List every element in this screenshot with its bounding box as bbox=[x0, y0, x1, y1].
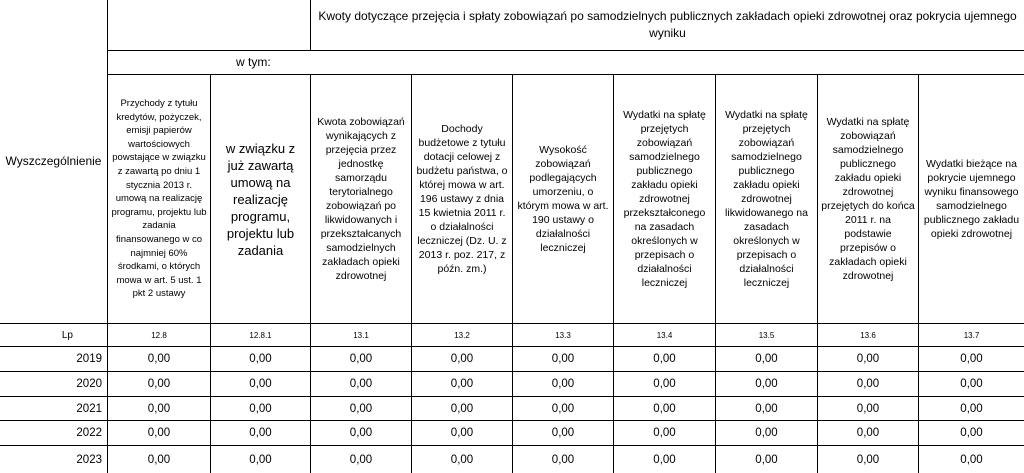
value-cell: 0,00 bbox=[311, 372, 411, 396]
year-cell: 2020 bbox=[0, 372, 107, 396]
col-header-13-7: Wydatki bieżące na pokrycie ujemnego wyniku finansowego samodzielnego publicznego zakładu opieki zdrowotnej bbox=[919, 75, 1024, 323]
lp-13-6: 13.6 bbox=[818, 324, 918, 346]
value-cell: 0,00 bbox=[108, 446, 210, 473]
col-header-13-5: Wydatki na spłatę przejętych zobowiązań samodzielnego publicznego zakładu opieki zdrowotnej likwidowanego na zasadach określonych w przepisach o działalności leczniczej bbox=[716, 75, 817, 323]
value-cell: 0,00 bbox=[513, 397, 613, 420]
value-cell: 0,00 bbox=[311, 397, 411, 420]
value-cell: 0,00 bbox=[513, 347, 613, 371]
value-cell: 0,00 bbox=[818, 347, 918, 371]
value-cell: 0,00 bbox=[614, 446, 715, 473]
year-cell: 2022 bbox=[0, 421, 107, 445]
value-cell: 0,00 bbox=[716, 446, 817, 473]
value-cell: 0,00 bbox=[919, 372, 1024, 396]
value-cell: 0,00 bbox=[211, 397, 310, 420]
value-cell: 0,00 bbox=[311, 421, 411, 445]
value-cell: 0,00 bbox=[614, 397, 715, 420]
value-cell: 0,00 bbox=[513, 421, 613, 445]
lp-12-8: 12.8 bbox=[108, 324, 210, 346]
value-cell: 0,00 bbox=[716, 347, 817, 371]
value-cell: 0,00 bbox=[311, 347, 411, 371]
value-cell: 0,00 bbox=[919, 347, 1024, 371]
row-label-header: Wyszczególnienie bbox=[0, 0, 107, 323]
value-cell: 0,00 bbox=[211, 347, 310, 371]
value-cell: 0,00 bbox=[818, 421, 918, 445]
empty-header-cell bbox=[108, 0, 310, 50]
value-cell: 0,00 bbox=[919, 421, 1024, 445]
year-cell: 2023 bbox=[0, 446, 107, 473]
value-cell: 0,00 bbox=[614, 372, 715, 396]
value-cell: 0,00 bbox=[818, 397, 918, 420]
value-cell: 0,00 bbox=[412, 421, 512, 445]
lp-13-3: 13.3 bbox=[513, 324, 613, 346]
col-header-13-1: Kwota zobowiązań wynikających z przejęcia przez jednostkę samorządu terytorialnego zobowiązań po likwidowanych i przekształcanych samodzielnych zakładach opieki zdrowotnej bbox=[311, 75, 411, 323]
value-cell: 0,00 bbox=[211, 372, 310, 396]
value-cell: 0,00 bbox=[412, 372, 512, 396]
value-cell: 0,00 bbox=[818, 446, 918, 473]
col-header-12-8: Przychody z tytułu kredytów, pożyczek, emisji papierów wartościowych powstające w związku z zawartą po dniu 1 stycznia 2013 r. umową na realizację programu, projektu lub zadania finansowanego w co najmniej 60% środkami, o których mowa w art. 5 ust. 1 pkt 2 ustawy bbox=[108, 75, 210, 323]
value-cell: 0,00 bbox=[412, 347, 512, 371]
lp-12-8-1: 12.8.1 bbox=[211, 324, 310, 346]
value-cell: 0,00 bbox=[108, 347, 210, 371]
value-cell: 0,00 bbox=[412, 397, 512, 420]
lp-13-4: 13.4 bbox=[614, 324, 715, 346]
value-cell: 0,00 bbox=[716, 397, 817, 420]
value-cell: 0,00 bbox=[614, 347, 715, 371]
lp-label: Lp bbox=[0, 324, 107, 346]
value-cell: 0,00 bbox=[513, 372, 613, 396]
lp-13-1: 13.1 bbox=[311, 324, 411, 346]
col-header-13-3: Wysokość zobowiązań podlegających umorzeniu, o którym mowa w art. 190 ustawy o działalności leczniczej bbox=[513, 75, 613, 323]
value-cell: 0,00 bbox=[311, 446, 411, 473]
value-cell: 0,00 bbox=[108, 372, 210, 396]
value-cell: 0,00 bbox=[818, 372, 918, 396]
value-cell: 0,00 bbox=[412, 446, 512, 473]
value-cell: 0,00 bbox=[211, 446, 310, 473]
value-cell: 0,00 bbox=[513, 446, 613, 473]
value-cell: 0,00 bbox=[716, 372, 817, 396]
lp-13-5: 13.5 bbox=[716, 324, 817, 346]
col-header-13-2: Dochody budżetowe z tytułu dotacji celowej z budżetu państwa, o której mowa w art. 196 ustawy z dnia 15 kwietnia 2011 r. o działalności leczniczej (Dz. U. z 2013 r. poz. 217, z późn. zm.) bbox=[412, 75, 512, 323]
col-header-13-4: Wydatki na spłatę przejętych zobowiązań samodzielnego publicznego zakładu opieki zdrowotnej przekształconego na zasadach określonych w przepisach o działalności leczniczej bbox=[614, 75, 715, 323]
value-cell: 0,00 bbox=[919, 397, 1024, 420]
w-tym-label: w tym: bbox=[108, 51, 1024, 74]
value-cell: 0,00 bbox=[614, 421, 715, 445]
value-cell: 0,00 bbox=[716, 421, 817, 445]
col-header-12-8-1: w związku z już zawartą umową na realizację programu, projektu lub zadania bbox=[211, 75, 310, 323]
value-cell: 0,00 bbox=[108, 421, 210, 445]
value-cell: 0,00 bbox=[108, 397, 210, 420]
lp-13-7: 13.7 bbox=[919, 324, 1024, 346]
col-header-13-6: Wydatki na spłatę zobowiązań samodzielnego publicznego zakładu opieki zdrowotnej przejętych do końca 2011 r. na podstawie przepisów o zakładach opieki zdrowotnej bbox=[818, 75, 918, 323]
value-cell: 0,00 bbox=[211, 421, 310, 445]
year-cell: 2021 bbox=[0, 397, 107, 420]
year-cell: 2019 bbox=[0, 347, 107, 371]
lp-13-2: 13.2 bbox=[412, 324, 512, 346]
main-header-title: Kwoty dotyczące przejęcia i spłaty zobowiązań po samodzielnych publicznych zakładach opieki zdrowotnej oraz pokrycia ujemnego wyniku bbox=[311, 0, 1024, 50]
value-cell: 0,00 bbox=[919, 446, 1024, 473]
